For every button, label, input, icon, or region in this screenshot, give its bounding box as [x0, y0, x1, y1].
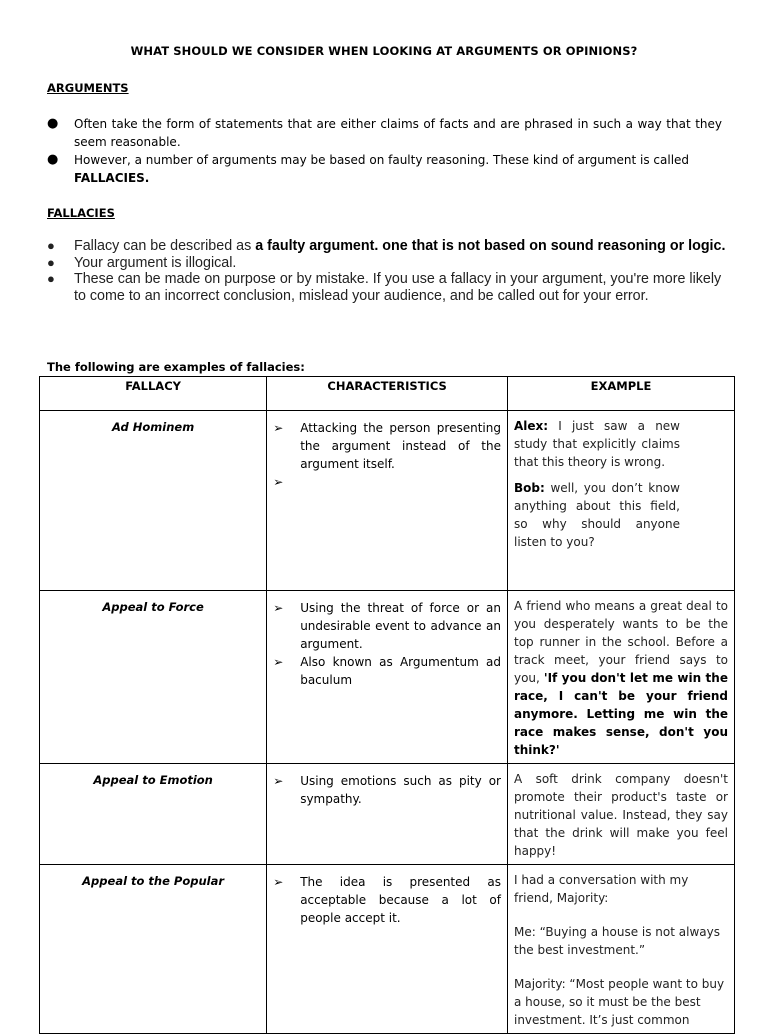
example-cell: I had a conversation with my friend, Majority: Me: “Buying a house is not always the best investment.” Majority: “Most people want to buy a house, so it must be the best investment. It’s just common — [507, 865, 734, 1034]
bullet-icon: ● — [47, 238, 55, 253]
list-item: ● However, a number of arguments may be based on faulty reasoning. These kind of argument is called FALLACIES. — [47, 152, 690, 185]
fallacy-name: Ad Hominem — [40, 411, 267, 591]
table-row — [40, 764, 735, 865]
example-cell: Alex: I just saw a new study that explicitly claims that this theory is wrong. Bob: well, you don’t know anything about this field, so why should anyone listen to you? — [507, 411, 734, 591]
fallacy-name: Appeal to Emotion — [40, 764, 267, 865]
bullet-icon: ● — [47, 152, 59, 167]
list-item — [273, 473, 501, 491]
page-title: WHAT SHOULD WE CONSIDER WHEN LOOKING AT ARGUMENTS OR OPINIONS? — [130, 44, 638, 58]
column-header: EXAMPLE — [507, 377, 734, 411]
list-item: ➢ Using emotions such as pity or sympathy. — [273, 774, 501, 806]
fallacy-name: Appeal to Force — [40, 591, 267, 764]
characteristics-cell — [267, 591, 508, 764]
list-item: ● These can be made on purpose or by mistake. If you use a fallacy in your argument, you're more likely to come to an incorrect conclusion, mislead your audience, and be called out for your error. — [47, 271, 722, 305]
arrow-bullet-icon: ➢ — [273, 875, 284, 889]
characteristics-cell — [267, 865, 508, 1034]
example-cell: A soft drink company doesn't promote their product's taste or nutritional value. Instead, they say that the drink will make you feel happy! — [507, 764, 734, 865]
table-row — [40, 865, 735, 1034]
list-item: ● Often take the form of statements that are either claims of facts and are phrased in such a way that they seem reasonable. — [47, 116, 722, 149]
arrow-bullet-icon: ➢ — [273, 421, 284, 435]
table-row — [40, 591, 735, 764]
column-header: FALLACY — [40, 377, 267, 411]
fallacies-list — [47, 238, 727, 305]
arguments-heading: ARGUMENTS — [47, 81, 129, 95]
list-item: ● Your argument is illogical. — [47, 254, 237, 271]
fallacies-table — [39, 376, 735, 1034]
list-item: ➢ The idea is presented as acceptable because a lot of people accept it. — [273, 875, 501, 925]
characteristics-cell — [267, 764, 508, 865]
example-cell: A friend who means a great deal to you desperately wants to be the top runner in the school. Before a track meet, your friend says to you, 'If you don't let me win the race, I can't be your friend anymore. Letting me win the race makes sense, don't you think?' — [507, 591, 734, 764]
characteristics-cell — [267, 411, 508, 591]
list-item: ➢ Using the threat of force or an undesirable event to advance an argument. — [273, 601, 501, 651]
arrow-bullet-icon: ➢ — [273, 475, 284, 489]
table-header-row — [40, 377, 735, 411]
arrow-bullet-icon: ➢ — [273, 601, 284, 615]
arrow-bullet-icon: ➢ — [273, 774, 284, 788]
list-item: ➢ Attacking the person presenting the argument instead of the argument itself. — [273, 421, 501, 471]
bullet-icon: ● — [47, 116, 59, 131]
table-intro: The following are examples of fallacies: — [47, 360, 305, 374]
table-row — [40, 411, 735, 591]
arguments-list — [47, 115, 722, 187]
bullet-icon: ● — [47, 271, 55, 287]
list-item: ● Fallacy can be described as a faulty argument. one that is not based on sound reasoning or logic. — [47, 238, 726, 254]
fallacies-heading: FALLACIES — [47, 206, 115, 220]
column-header: CHARACTERISTICS — [267, 377, 508, 411]
list-item: ➢ Also known as Argumentum ad baculum — [273, 655, 501, 687]
bullet-icon: ● — [47, 254, 55, 270]
fallacy-name: Appeal to the Popular — [40, 865, 267, 1034]
arrow-bullet-icon: ➢ — [273, 655, 284, 669]
